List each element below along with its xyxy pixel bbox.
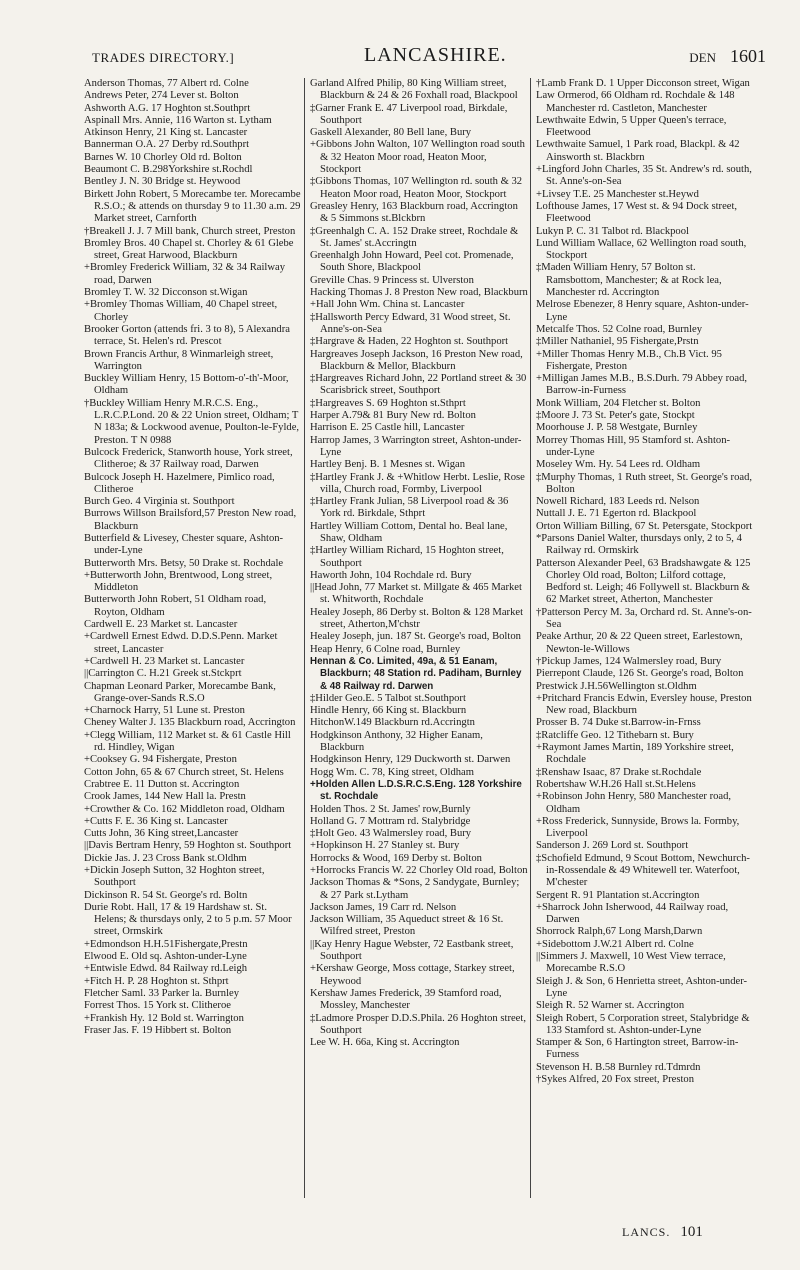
directory-entry: †Lamb Frank D. 1 Upper Dicconson street, Wigan [536, 78, 750, 89]
directory-entry: ‡Garner Frank E. 47 Liverpool road, Birkdale, Southport [310, 102, 508, 126]
directory-entry: Fraser Jas. F. 19 Hibbert st. Bolton [84, 1024, 232, 1036]
directory-entry: Hargreaves Joseph Jackson, 16 Preston New road, Blackburn & Mellor, Blackburn [310, 348, 523, 372]
directory-entry: Jackson Thomas & *Sons, 2 Sandygate, Burnley; & 27 Park st.Lytham [310, 877, 520, 901]
directory-entry: Butterfield & Livesey, Chester square, Ashton-under-Lyne [84, 532, 284, 557]
directory-entry: +Gibbons John Walton, 107 Wellington road south & 32 Heaton Moor road, Heaton Moor, Stockport [310, 139, 525, 176]
directory-entry: +Hall John Wm. China st. Lancaster [310, 299, 465, 311]
page-number: 1601 [730, 46, 766, 66]
directory-entry: Bulcock Frederick, Stanworth house, York street, Clitheroe; & 37 Railway road, Darwen [84, 446, 293, 471]
directory-entry: Fletcher Saml. 33 Parker la. Burnley [84, 987, 240, 999]
directory-entry: Brown Francis Arthur, 8 Winmarleigh street, Warrington [84, 348, 274, 372]
column-rule [530, 78, 531, 1198]
directory-entry: ‡Renshaw Isaac, 87 Drake st.Rochdale [536, 766, 702, 778]
directory-entry: Harper A.79& 81 Bury New rd. Bolton [310, 410, 476, 422]
directory-entry: +Fitch H. P. 28 Hoghton st. Sthprt [84, 975, 229, 987]
directory-entry: ||Head John, 77 Market st. Millgate & 465 Market st. Whitworth, Rochdale [310, 582, 522, 606]
directory-entry: +Dickin Joseph Sutton, 32 Hoghton street, Southport [84, 865, 265, 889]
directory-entry: Butterworth John Robert, 51 Oldham road, Royton, Oldham [84, 594, 267, 618]
directory-entry: Prestwick J.H.56Wellington st.Oldhm [536, 680, 697, 692]
directory-entry: Cheney Walter J. 135 Blackburn road, Accrington [84, 717, 296, 729]
directory-entry: Lee W. H. 66a, King st. Accrington [310, 1037, 460, 1049]
directory-entry: +Charnock Harry, 51 Lune st. Preston [84, 705, 245, 717]
county-title: LANCASHIRE. [364, 44, 507, 66]
directory-entry: Harrison E. 25 Castle hill, Lancaster [310, 422, 465, 434]
directory-entry: Sergent R. 91 Plantation st.Accrington [536, 889, 700, 901]
directory-entry: Moseley Wm. Hy. 54 Lees rd. Oldham [536, 459, 701, 471]
directory-entry: †Buckley William Henry M.R.C.S. Eng., L.R.C.P.Lond. 20 & 22 Union street, Oldham; T N 183a; & Lockwood avenue, Poulton-le-Fylde, Preston. T N 0988 [84, 397, 300, 446]
directory-entry: Jackson James, 19 Carr rd. Nelson [310, 901, 457, 913]
directory-entry: †Breakell J. J. 7 Mill bank, Church street, Preston [84, 225, 296, 237]
footer-section: LANCS. [622, 1225, 671, 1239]
directory-entry: Anderson Thomas, 77 Albert rd. Colne [84, 78, 249, 89]
directory-entry: Gaskell Alexander, 80 Bell lane, Bury [310, 127, 472, 139]
directory-entry: †Sykes Alfred, 20 Fox street, Preston [536, 1074, 695, 1086]
directory-entry: Horrocks & Wood, 169 Derby st. Bolton [310, 852, 482, 864]
directory-entry: ‡Maden William Henry, 57 Bolton st. Ramsbottom, Manchester; & at Rock lea, Manchester rd. Accrington [536, 262, 722, 299]
directory-entry: Jackson William, 35 Aqueduct street & 16 St. Wilfred street, Preston [310, 914, 504, 938]
directory-entry: +Miller Thomas Henry M.B., Ch.B Vict. 95 Fishergate, Preston [536, 348, 722, 372]
directory-entry: †Patterson Percy M. 3a, Orchard rd. St. Anne's-on-Sea [536, 606, 752, 631]
directory-entry: Hacking Thomas J. 8 Preston New road, Blackburn [310, 287, 528, 299]
directory-entry: Lewthwaite Samuel, 1 Park road, Blackpl. & 42 Ainsworth st. Blackbrn [536, 139, 740, 163]
directory-entry: +Crowther & Co. 162 Middleton road, Oldham [84, 803, 285, 815]
directory-entry: Holland G. 7 Mottram rd. Stalybridge [310, 815, 471, 827]
directory-entry: ‡Hargrave & Haden, 22 Hoghton st. Southport [310, 336, 509, 348]
directory-entry: Prosser B. 74 Duke st.Barrow-in-Frnss [536, 717, 701, 729]
directory-entry: Dickinson R. 54 St. George's rd. Boltn [84, 889, 248, 901]
directory-entry: Moorhouse J. P. 58 Westgate, Burnley [536, 422, 698, 434]
directory-entry: Hindle Henry, 66 King st. Blackburn [310, 705, 467, 717]
directory-entry: +Sidebottom J.W.21 Albert rd. Colne [536, 938, 694, 950]
directory-entry: Dickie Jas. J. 23 Cross Bank st.Oldhm [84, 852, 247, 864]
directory-entry: +Frankish Hy. 12 Bold st. Warrington [84, 1012, 244, 1024]
directory-entry: Lukyn P. C. 31 Talbot rd. Blackpool [536, 225, 689, 237]
directory-entry: Sleigh Robert, 5 Corporation street, Stalybridge & 133 Stamford st. Ashton-under-Lyne [536, 1012, 750, 1036]
directory-entry: ‡Holt Geo. 43 Walmersley road, Bury [310, 828, 472, 840]
directory-entry: Nowell Richard, 183 Leeds rd. Nelson [536, 496, 700, 508]
directory-entry: ‡Murphy Thomas, 1 Ruth street, St. George's road, Bolton [536, 471, 753, 495]
directory-entry: ‡Ratcliffe Geo. 12 Tithebarn st. Bury [536, 729, 694, 741]
section-abbrev: DEN [689, 50, 716, 65]
directory-column-1 [84, 78, 302, 1037]
directory-entry: +Cardwell Ernest Edwd. D.D.S.Penn. Market street, Lancaster [84, 631, 278, 655]
directory-entry: +Butterworth John, Brentwood, Long street, Middleton [84, 569, 273, 594]
directory-entry: Robertshaw W.H.26 Hall st.St.Helens [536, 778, 696, 790]
directory-entry: ‡Hargreaves S. 69 Hoghton st.Sthprt [310, 397, 466, 409]
directory-entry: ‡Schofield Edmund, 9 Scout Bottom, Newchurch-in-Rossendale & 49 Whitewell ter. Waterfoot, M'chester [536, 852, 750, 889]
directory-entry: Hodgkinson Anthony, 32 Higher Eanam, Blackburn [310, 729, 483, 754]
directory-entry: +Hopkinson H. 27 Stanley st. Bury [310, 840, 460, 852]
directory-entry: +Sharrock John Isherwood, 44 Railway road, Darwen [536, 901, 729, 926]
directory-entry: Crabtree E. 11 Dutton st. Accrington [84, 778, 240, 790]
directory-entry: Holden Thos. 2 St. James' row,Burnly [310, 803, 471, 815]
directory-entry: +Clegg William, 112 Market st. & 61 Castle Hill rd. Hindley, Wigan [84, 729, 291, 754]
directory-column-3 [536, 78, 754, 1086]
running-head-left: TRADES DIRECTORY.] [92, 50, 235, 65]
directory-entry: †Pickup James, 124 Walmersley road, Bury [536, 655, 722, 667]
directory-entry: Metcalfe Thos. 52 Colne road, Burnley [536, 323, 703, 335]
directory-entry: ‡Ladmore Prosper D.D.S.Phila. 26 Hoghton street, Southport [310, 1012, 526, 1036]
directory-entry: Durie Robt. Hall, 17 & 19 Hardshaw st. St. Helens; & thursdays only, 2 to 5 p.m. 57 Moor street, Ormskirk [84, 901, 292, 938]
directory-entry: Nuttall J. E. 71 Egerton rd. Blackpool [536, 508, 697, 520]
directory-entry: +Cardwell H. 23 Market st. Lancaster [84, 655, 245, 667]
directory-entry: Morrey Thomas Hill, 95 Stamford st. Ashton-under-Lyne [536, 434, 731, 458]
directory-entry: Chapman Leonard Parker, Morecambe Bank, Grange-over-Sands R.S.O [84, 680, 276, 704]
directory-entry: ‡Moore J. 73 St. Peter's gate, Stockpt [536, 410, 695, 422]
directory-entry: Hartley Benj. B. 1 Mesnes st. Wigan [310, 459, 466, 471]
directory-entry: Bentley J. N. 30 Bridge st. Heywood [84, 176, 241, 188]
directory-entry: Patterson Alexander Peel, 63 Bradshawgate & 125 Chorley Old road, Bolton; Lilford cottage, Bedford st. Leigh; 46 Follywell st. Blackburn & 62 Market street, Atherton, Manchester [536, 557, 751, 606]
directory-entry: Beaumont C. B.298Yorkshire st.Rochdl [84, 164, 253, 176]
directory-entry: Hartley William Cottom, Dental ho. Beal lane, Shaw, Oldham [310, 520, 508, 544]
directory-entry: Hogg Wm. C. 78, King street, Oldham [310, 766, 474, 778]
directory-entry: ||Simmers J. Maxwell, 10 West View terrace, Morecambe R.S.O [536, 951, 726, 975]
directory-entry: Healey Joseph, jun. 187 St. George's road, Bolton [310, 631, 521, 643]
directory-entry: Harrop James, 3 Warrington street, Ashton-under-Lyne [310, 434, 522, 458]
directory-entry: ‡Greenhalgh C. A. 152 Drake street, Rochdale & St. James' st.Accringtn [310, 225, 519, 249]
directory-entry: Melrose Ebenezer, 8 Henry square, Ashton-under-Lyne [536, 299, 749, 323]
directory-column-2 [310, 78, 528, 1049]
directory-entry: Butterworth Mrs. Betsy, 50 Drake st. Rochdale [84, 557, 284, 569]
directory-entry: Bulcock Joseph H. Hazelmere, Pimlico road, Clitheroe [84, 471, 275, 495]
directory-entry: Burrows Willson Brailsford,57 Preston New road, Blackburn [84, 508, 297, 532]
directory-entry: Monk William, 204 Fletcher st. Bolton [536, 397, 701, 409]
directory-entry: +Kershaw George, Moss cottage, Starkey street, Heywood [310, 963, 515, 987]
directory-entry: Law Ormerod, 66 Oldham rd. Rochdale & 148 Manchester rd. Castleton, Manchester [536, 90, 735, 114]
directory-entry: ||Davis Bertram Henry, 59 Hoghton st. Southport [84, 840, 292, 852]
directory-entry: Garland Alfred Philip, 80 King William street, Blackburn & 24 & 26 Foxhall road, Blackpool [310, 78, 518, 102]
directory-entry: Shorrock Ralph,67 Long Marsh,Darwn [536, 926, 703, 938]
directory-entry: Haworth John, 104 Rochdale rd. Bury [310, 569, 472, 581]
directory-entry: +Livsey T.E. 25 Manchester st.Heywd [536, 188, 699, 200]
directory-entry: Crook James, 144 New Hall la. Prestn [84, 791, 246, 803]
directory-entry: ‡Hargreaves Richard John, 22 Portland street & 30 Scarisbrick street, Southport [310, 373, 527, 397]
directory-entry: Forrest Thos. 15 York st. Clitheroe [84, 1000, 231, 1012]
directory-entry: +Lingford John Charles, 35 St. Andrew's rd. south, St. Anne's-on-Sea [536, 164, 752, 188]
directory-entry: Greenhalgh John Howard, Peel cot. Promenade, South Shore, Blackpool [310, 250, 514, 274]
directory-entry: Healey Joseph, 86 Derby st. Bolton & 128 Market street, Atherton,M'chstr [310, 606, 524, 631]
directory-entry: Kershaw James Frederick, 39 Stamford road, Mossley, Manchester [310, 987, 502, 1012]
directory-entry: Cutts John, 36 King street,Lancaster [84, 828, 239, 840]
directory-entry: Lofthouse James, 17 West st. & 94 Dock street, Fleetwood [536, 200, 738, 225]
running-head-right [689, 46, 766, 67]
footer-number: 101 [680, 1224, 703, 1240]
directory-entry: +Cutts F. E. 36 King st. Lancaster [84, 815, 228, 827]
directory-entry: +Milligan James M.B., B.S.Durh. 79 Abbey road, Barrow-in-Furness [536, 373, 748, 397]
directory-entry: Cardwell E. 23 Market st. Lancaster [84, 619, 238, 631]
directory-entry: Heap Henry, 6 Colne road, Burnley [310, 643, 461, 655]
directory-entry: Birkett John Robert, 5 Morecambe ter. Morecambe R.S.O.; & attends on thursday 9 to 11.30 a.m. 29 Market street, Carnforth [84, 188, 301, 225]
directory-entry: Buckley William Henry, 15 Bottom-o'-th'-Moor, Oldham [84, 373, 289, 397]
directory-entry: Hennan & Co. Limited, 49a, & 51 Eanam, Blackburn; 48 Station rd. Padiham, Burnley & 48 Railway rd. Darwen [310, 655, 522, 692]
directory-entry: Brooker Gorton (attends fri. 3 to 8), 5 Alexandra terrace, St. Helen's rd. Prescot [84, 323, 290, 348]
directory-entry: Greville Chas. 9 Princess st. Ulverston [310, 274, 474, 286]
directory-entry: Peake Arthur, 20 & 22 Queen street, Earlestown, Newton-le-Willows [536, 631, 743, 655]
directory-entry: +Edmondson H.H.51Fishergate,Prestn [84, 938, 248, 950]
directory-entry: ‡Hallsworth Percy Edward, 31 Wood street, St. Anne's-on-Sea [310, 311, 511, 335]
page-footer [622, 1224, 703, 1241]
directory-entry: Lewthwaite Edwin, 5 Upper Queen's terrace, Fleetwood [536, 114, 727, 139]
directory-entry: ‡Hartley Frank J. & +Whitlow Herbt. Leslie, Rose villa, Church road, Formby, Liverpool [310, 471, 525, 495]
directory-entry: Stevenson H. B.58 Burnley rd.Tdmrdn [536, 1061, 701, 1073]
directory-entry: Bromley T. W. 32 Dicconson st.Wigan [84, 287, 248, 299]
directory-entry: +Ross Frederick, Sunnyside, Brows la. Formby, Liverpool [536, 815, 740, 840]
directory-entry: Orton William Billing, 67 St. Petersgate, Stockport [536, 520, 753, 532]
directory-entry: +Bromley Frederick William, 32 & 34 Railway road, Darwen [84, 262, 286, 286]
directory-entry: Sleigh J. & Son, 6 Henrietta street, Ashton-under-Lyne [536, 975, 748, 999]
directory-entry: +Raymont James Martin, 189 Yorkshire street, Rochdale [536, 742, 734, 766]
directory-entry: ||Carrington C. H.21 Greek st.Stckprt [84, 668, 242, 680]
directory-entry: +Entwisle Edwd. 84 Railway rd.Leigh [84, 963, 248, 975]
directory-entry: Hodgkinson Henry, 129 Duckworth st. Darwen [310, 754, 511, 766]
directory-entry: Andrews Peter, 274 Lever st. Bolton [84, 90, 239, 102]
directory-entry: Stamper & Son, 6 Hartington street, Barrow-in-Furness [536, 1037, 739, 1061]
directory-entry: ‡Miller Nathaniel, 95 Fishergate,Prstn [536, 336, 699, 348]
directory-entry: Bannerman O.A. 27 Derby rd.Southprt [84, 139, 250, 151]
directory-entry: Ashworth A.G. 17 Hoghton st.Southprt [84, 102, 251, 114]
directory-entry: Barnes W. 10 Chorley Old rd. Bolton [84, 151, 242, 163]
directory-entry: ||Kay Henry Hague Webster, 72 Eastbank street, Southport [310, 938, 514, 963]
directory-entry: Greasley Henry, 163 Blackburn road, Accrington & 5 Simmons st.Blckbrn [310, 200, 518, 225]
directory-entry: Atkinson Henry, 21 King st. Lancaster [84, 127, 248, 139]
directory-entry: +Holden Allen L.D.S.R.C.S.Eng. 128 Yorkshire st. Rochdale [310, 778, 522, 803]
directory-entry: Pierrepont Claude, 126 St. George's road, Bolton [536, 668, 744, 680]
directory-entry: +Bromley Thomas William, 40 Chapel street, Chorley [84, 299, 278, 323]
directory-entry: Sleigh R. 52 Warner st. Accrington [536, 1000, 685, 1012]
directory-entry: ‡Hartley Frank Julian, 58 Liverpool road & 36 York rd. Birkdale, Sthprt [310, 496, 509, 520]
column-rule [304, 78, 305, 1198]
directory-entry: +Pritchard Francis Edwin, Eversley house, Preston New road, Blackburn [536, 692, 752, 717]
directory-entry: *Parsons Daniel Walter, thursdays only, 2 to 5, 4 Railway rd. Ormskirk [536, 532, 742, 557]
directory-entry: ‡Hilder Geo.E. 5 Talbot st.Southport [310, 692, 466, 704]
directory-entry: +Cooksey G. 94 Fishergate, Preston [84, 754, 237, 766]
directory-entry: HitchonW.149 Blackburn rd.Accringtn [310, 717, 475, 729]
directory-entry: Bromley Bros. 40 Chapel st. Chorley & 61 Glebe street, Great Harwood, Blackburn [84, 237, 294, 262]
directory-entry: Aspinall Mrs. Annie, 116 Warton st. Lytham [84, 114, 272, 126]
directory-entry: ‡Hartley William Richard, 15 Hoghton street, Southport [310, 545, 504, 569]
directory-entry: Lund William Wallace, 62 Wellington road south, Stockport [536, 237, 747, 262]
directory-entry: ‡Gibbons Thomas, 107 Wellington rd. south & 32 Heaton Moor road, Heaton Moor, Stockport [310, 176, 523, 200]
page-header [92, 44, 766, 70]
directory-entry: +Horrocks Francis W. 22 Chorley Old road, Bolton [310, 865, 528, 876]
directory-entry: +Robinson John Henry, 580 Manchester road, Oldham [536, 791, 732, 815]
directory-entry: Cotton John, 65 & 67 Church street, St. Helens [84, 766, 284, 778]
directory-entry: Elwood E. Old sq. Ashton-under-Lyne [84, 951, 247, 963]
directory-entry: Burch Geo. 4 Virginia st. Southport [84, 496, 235, 508]
directory-entry: Sanderson J. 269 Lord st. Southport [536, 840, 689, 852]
